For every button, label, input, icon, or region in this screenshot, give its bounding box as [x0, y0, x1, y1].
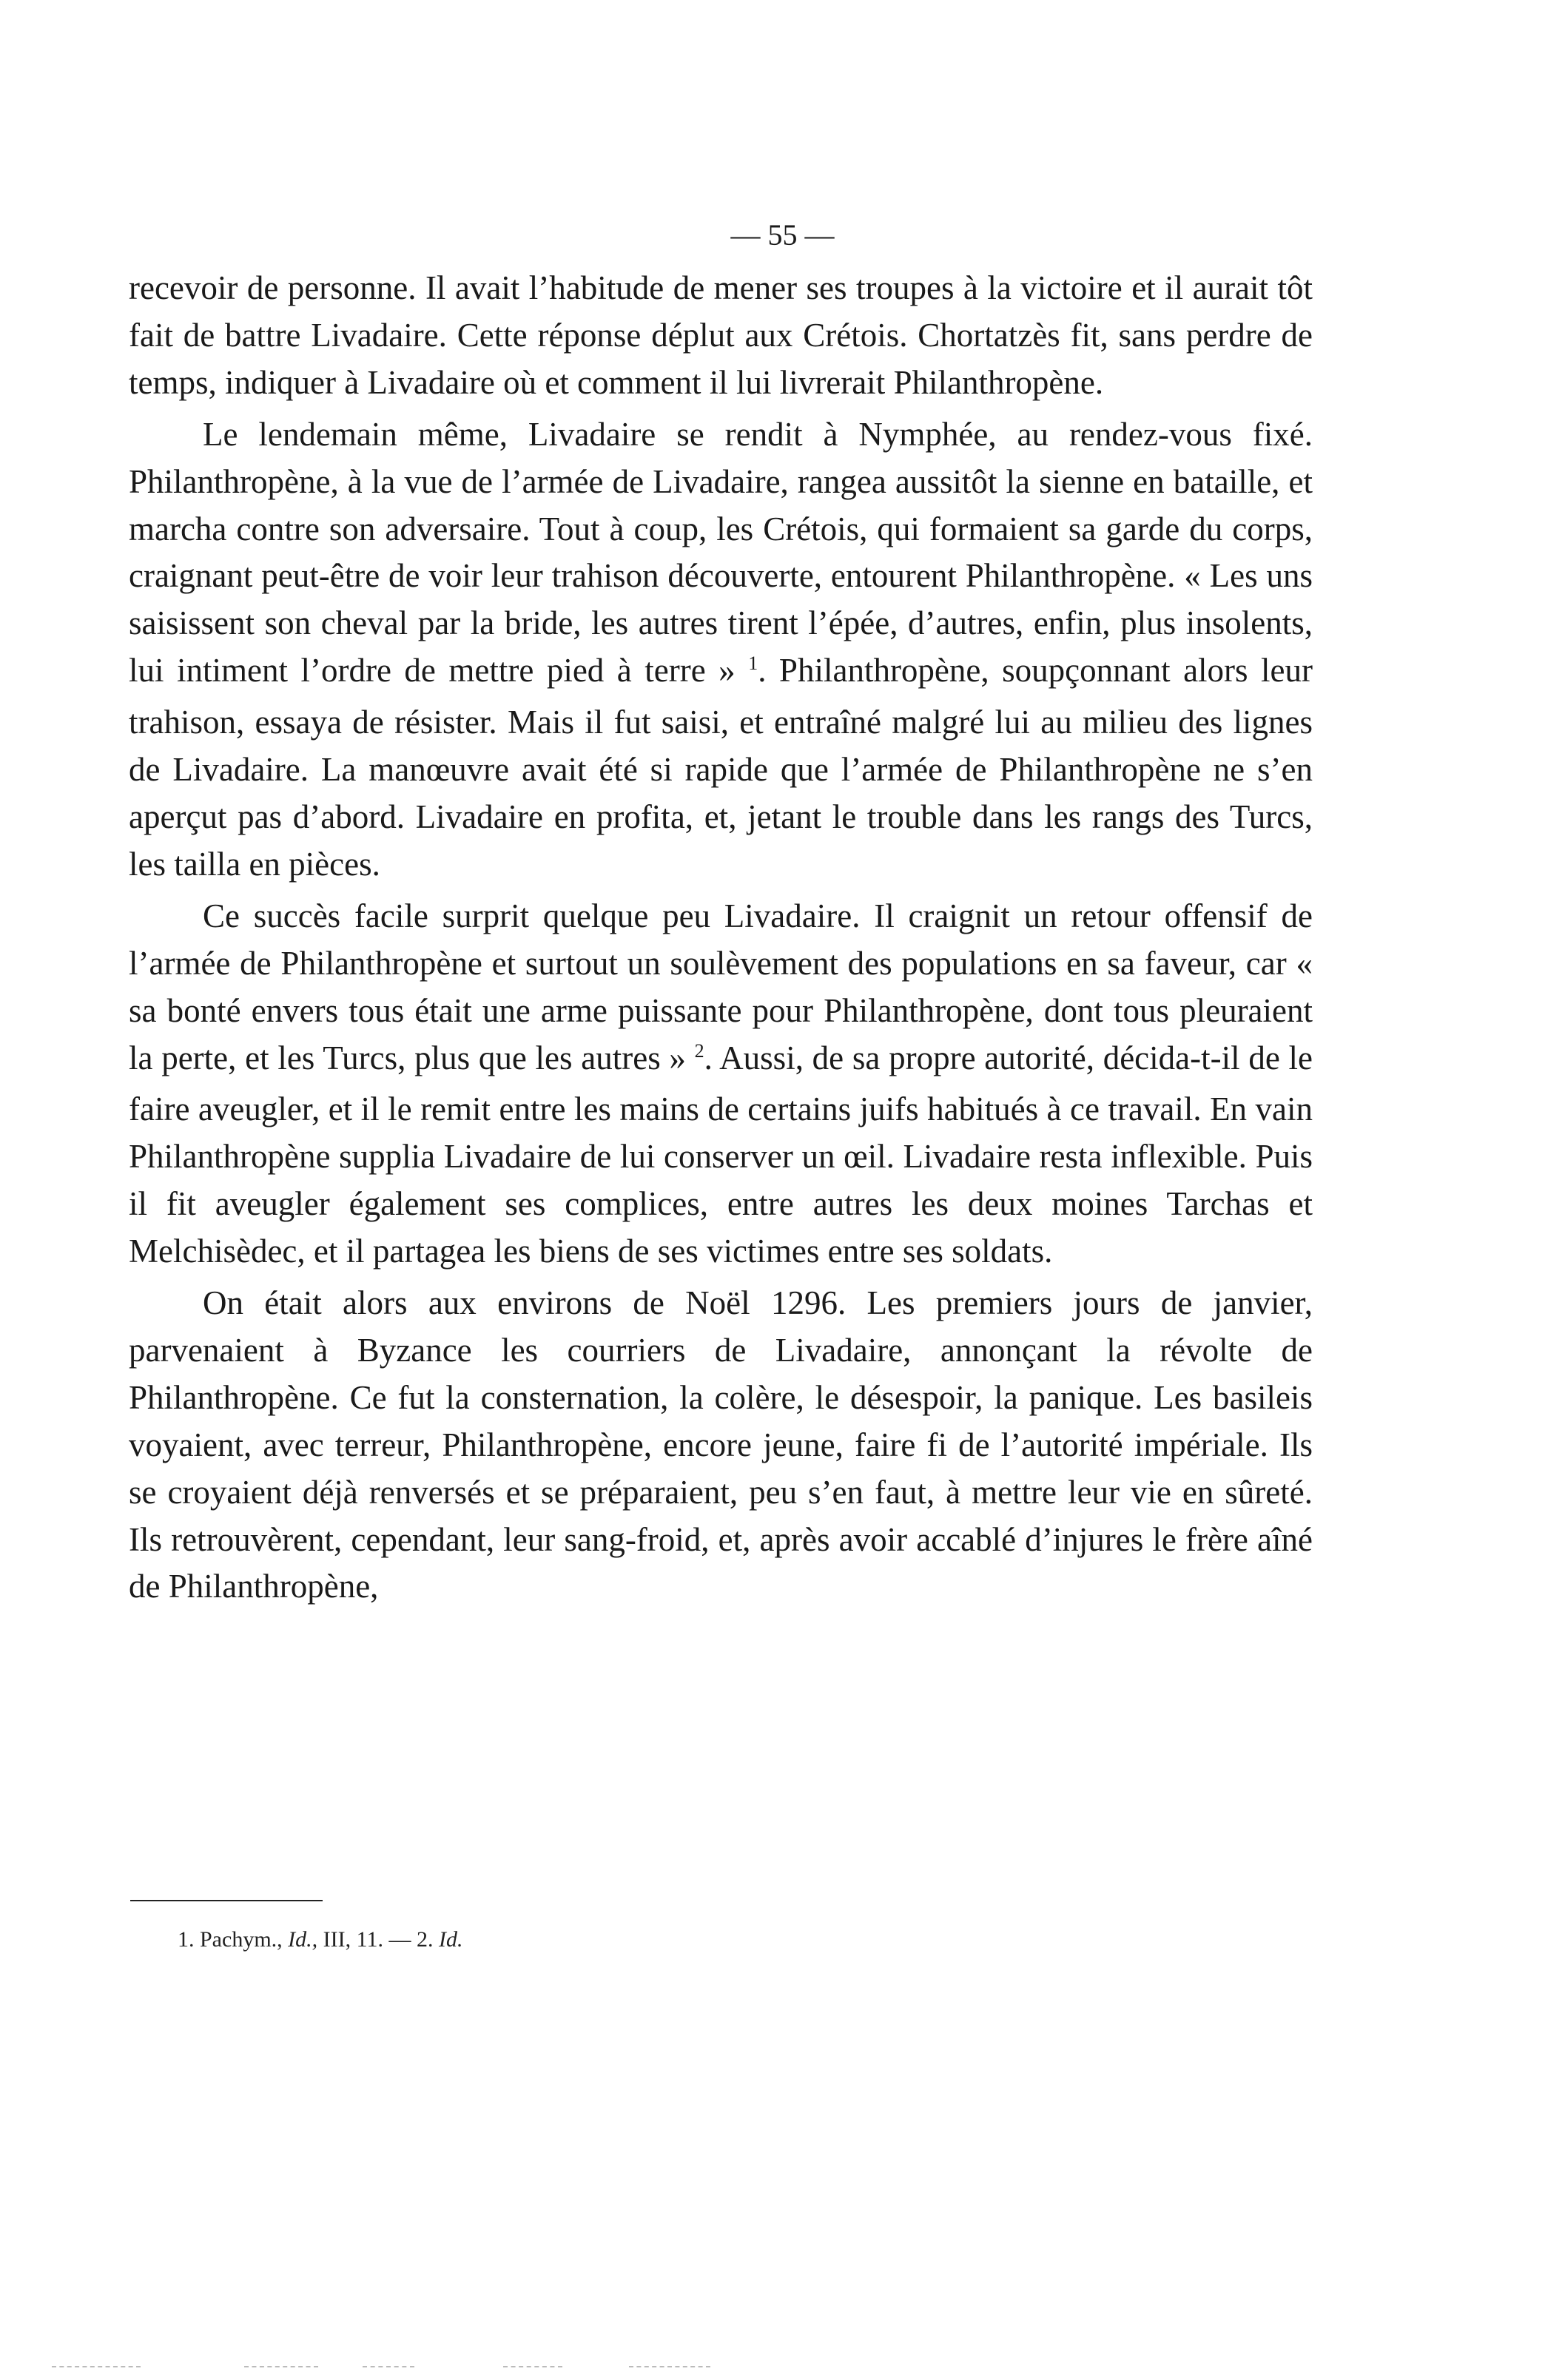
scan-mark — [629, 2366, 710, 2369]
scan-mark — [244, 2366, 318, 2369]
paragraph-3-text-a: Ce succès facile surprit quelque peu Livadaire. Il craignit un retour offensif de l’armée de Philanthropène et surtout un soulèvement des populations en sa faveur, car « sa bonté envers tous était une arme puissante pour Philanthropène, dont tous pleuraient la perte, et les Turcs, plus que les autres » — [129, 897, 1313, 1076]
page-number: — 55 — — [730, 218, 835, 252]
footnote-2-id: Id. — [439, 1927, 463, 1952]
scan-mark — [503, 2366, 562, 2369]
paragraph-1: recevoir de personne. Il avait l’habitude de mener ses troupes à la victoire et il aurait tôt fait de battre Livadaire. Cette réponse déplut aux Crétois. Chortatzès fit, sans perdre de temps, indiquer à Livadaire où et comment il lui livrerait Philanthropène. — [129, 269, 1313, 401]
paragraph-2-text-b: . Philanthropène, soupçonnant alors leur trahison, essaya de résister. Mais il fut saisi, et entraîné malgré lui au milieu des lignes de Livadaire. La manœuvre avait été si rapide que l’armée de Philanthropène ne s’en aperçut pas d’abord. Livadaire en profita, et, jetant le trouble dans les rangs des Turcs, les tailla en pièces. — [129, 652, 1313, 883]
footnote-1-author: Pachym., — [200, 1927, 283, 1952]
paragraph-2 — [129, 411, 1313, 889]
scan-mark — [363, 2366, 414, 2369]
footnote-rule — [130, 1900, 323, 1901]
paragraph-3 — [129, 893, 1313, 1275]
footnotes — [178, 1924, 463, 1956]
paragraph-2-text-a: Le lendemain même, Livadaire se rendit à Nymphée, au rendez-vous fixé. Philanthropène, à la vue de l’armée de Livadaire, rangea aussitôt la sienne en bataille, et marcha contre son adversaire. Tout à coup, les Crétois, qui formaient sa garde du corps, craignant peut-être de voir leur trahison découverte, entourent Philanthropène. « Les uns saisissent son cheval par la bride, les autres tirent l’épée, d’autres, enfin, plus insolents, lui intiment l’ordre de mettre pied à terre » — [129, 415, 1313, 690]
footnote-1-number: 1. — [178, 1927, 195, 1952]
footnote-ref-1[interactable]: 1 — [748, 653, 758, 675]
paragraph-4: On était alors aux environs de Noël 1296. Les premiers jours de janvier, parvenaient à Byzance les courriers de Livadaire, annonçant la révolte de Philanthropène. Ce fut la consternation, la colère, le désespoir, la panique. Les basileis voyaient, avec terreur, Philanthropène, encore jeune, faire fi de l’autorité impériale. Ils se croyaient déjà renversés et se préparaient, peu s’en faut, à mettre leur vie en sûreté. Ils retrouvèrent, cependant, leur sang-froid, et, après avoir accablé d’injures le frère aîné de Philanthropène, — [129, 1284, 1313, 1605]
body-text — [129, 265, 1313, 1611]
footnote-1-ref: III, 11. — — [323, 1927, 411, 1952]
footnote-1-id: Id., — [288, 1927, 318, 1952]
paragraph-3-text-b: . Aussi, de sa propre autorité, décida-t-il de le faire aveugler, et il le remit entre les mains de certains juifs habitués à ce travail. En vain Philanthropène supplia Livadaire de lui conserver un œil. Livadaire resta inflexible. Puis il fit aveugler également ses complices, entre autres les deux moines Tarchas et Melchisèdec, et il partagea les biens de ses victimes entre ses soldats. — [129, 1039, 1313, 1270]
footnote-2-number: 2. — [417, 1927, 434, 1952]
scan-mark — [52, 2366, 141, 2369]
footnote-ref-2[interactable]: 2 — [694, 1039, 704, 1062]
